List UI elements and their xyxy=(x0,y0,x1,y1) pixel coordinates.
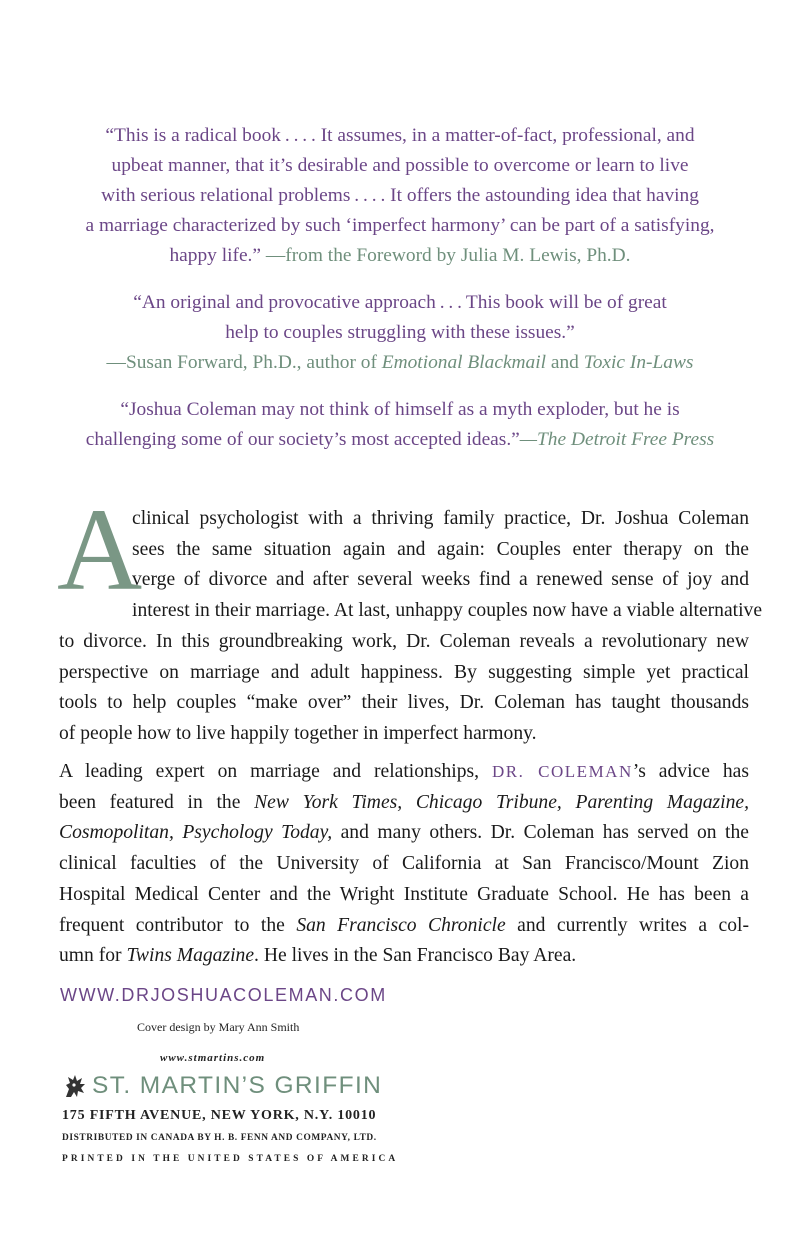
description-line: interest in their marriage. At last, unhappy couples now have a viable alternative xyxy=(132,600,763,622)
quote-line-final xyxy=(40,425,760,455)
endorsement-forward xyxy=(40,288,760,378)
description-line: sees the same situation again and again: Couples enter therapy on the xyxy=(132,538,749,560)
author-website[interactable]: WWW.DRJOSHUACOLEMAN.COM xyxy=(60,985,387,1005)
quote-line: “An original and provocative approach . . . This book will be of great xyxy=(133,292,667,313)
endorsement-foreword xyxy=(40,121,760,271)
publisher-url[interactable]: www.stmartins.com xyxy=(160,1052,266,1064)
publisher-imprint xyxy=(60,1071,382,1101)
book-title: Emotional Blackmail xyxy=(381,352,547,373)
quote-line: help to couples struggling with these issues.” xyxy=(225,322,575,343)
quote-line: “This is a radical book . . . . It assumes, in a matter-of-fact, professional, and xyxy=(105,125,695,146)
quote-attribution xyxy=(40,348,760,378)
description-line: clinical psychologist with a thriving family practice, Dr. Joshua Coleman xyxy=(132,508,749,529)
bio-line: clinical faculties of the University of California at San Francisco/Mount Zion xyxy=(59,853,749,875)
bio-line xyxy=(59,757,749,788)
attribution-and: and xyxy=(546,352,584,373)
quote-line: a marriage characterized by such ‘imperfect harmony’ can be part of a satisfying, xyxy=(85,215,715,236)
bio-text: umn for xyxy=(59,945,127,967)
publisher-address: 175 FIFTH AVENUE, NEW YORK, N.Y. 10010 xyxy=(62,1108,377,1123)
description-line: tools to help couples “make over” their lives, Dr. Coleman has taught thousands xyxy=(59,692,749,714)
griffin-icon xyxy=(60,1071,90,1101)
cover-credit: Cover design by Mary Ann Smith xyxy=(137,1020,300,1034)
book-description xyxy=(57,484,763,750)
publisher-name: ST. MARTIN’S GRIFFIN xyxy=(92,1072,383,1099)
publication-names: San Francisco Chronicle xyxy=(296,914,506,936)
publication-names: Cosmopolitan, Psychology Today, xyxy=(59,822,333,844)
quote-attribution: —The Detroit Free Press xyxy=(519,429,715,450)
drop-cap: A xyxy=(57,484,143,615)
publication-names: Twins Magazine xyxy=(126,945,255,967)
bio-line xyxy=(59,788,749,819)
description-line: perspective on marriage and adult happiness. By suggesting simple yet practical xyxy=(59,661,749,683)
bio-line xyxy=(59,818,749,849)
bio-text: been featured in the xyxy=(59,791,255,813)
publication-names: New York Times, Chicago Tribune, Parenting Magazine, xyxy=(254,791,750,813)
bio-line: Hospital Medical Center and the Wright Institute Graduate School. He has been a xyxy=(59,883,749,905)
bio-line xyxy=(59,911,749,942)
quote-line: upbeat manner, that it’s desirable and possible to overcome or learn to live xyxy=(111,155,689,176)
endorsements xyxy=(40,121,760,455)
quote-attribution: —from the Foreword by Julia M. Lewis, Ph.D. xyxy=(265,245,631,266)
bio-text: A leading expert on marriage and relationships, xyxy=(59,761,492,782)
quote-line-final xyxy=(40,241,760,271)
description-line: verge of divorce and after several weeks find a renewed sense of joy and xyxy=(132,569,749,591)
bio-text: . He lives in the San Francisco Bay Area. xyxy=(254,945,577,967)
bio-text: frequent contributor to the xyxy=(59,914,297,936)
quote-line: with serious relational problems . . . . It offers the astounding idea that having xyxy=(101,185,699,206)
endorsement-free-press xyxy=(40,395,760,455)
author-bio xyxy=(59,757,749,972)
quote-final-text: challenging some of our society’s most accepted ideas.” xyxy=(85,429,520,450)
author-name: DR. COLEMAN xyxy=(492,762,633,781)
bio-text: ’s advice has xyxy=(632,761,749,782)
distribution-note: DISTRIBUTED IN CANADA BY H. B. FENN AND COMPANY, LTD. xyxy=(62,1133,377,1143)
attribution-prefix: —Susan Forward, Ph.D., author of xyxy=(106,352,382,373)
description-line: of people how to live happily together in imperfect harmony. xyxy=(59,722,537,744)
printed-note: PRINTED IN THE UNITED STATES OF AMERICA xyxy=(62,1154,399,1164)
bio-text: and many others. Dr. Coleman has served on the xyxy=(332,822,749,844)
bio-text: and currently writes a col- xyxy=(505,914,749,936)
quote-final-text: happy life.” xyxy=(169,245,262,266)
bio-line xyxy=(59,941,749,972)
description-line: to divorce. In this groundbreaking work, Dr. Coleman reveals a revolutionary new xyxy=(59,630,749,652)
book-title: Toxic In-Laws xyxy=(583,352,694,373)
quote-line: “Joshua Coleman may not think of himself as a myth exploder, but he is xyxy=(120,399,680,420)
